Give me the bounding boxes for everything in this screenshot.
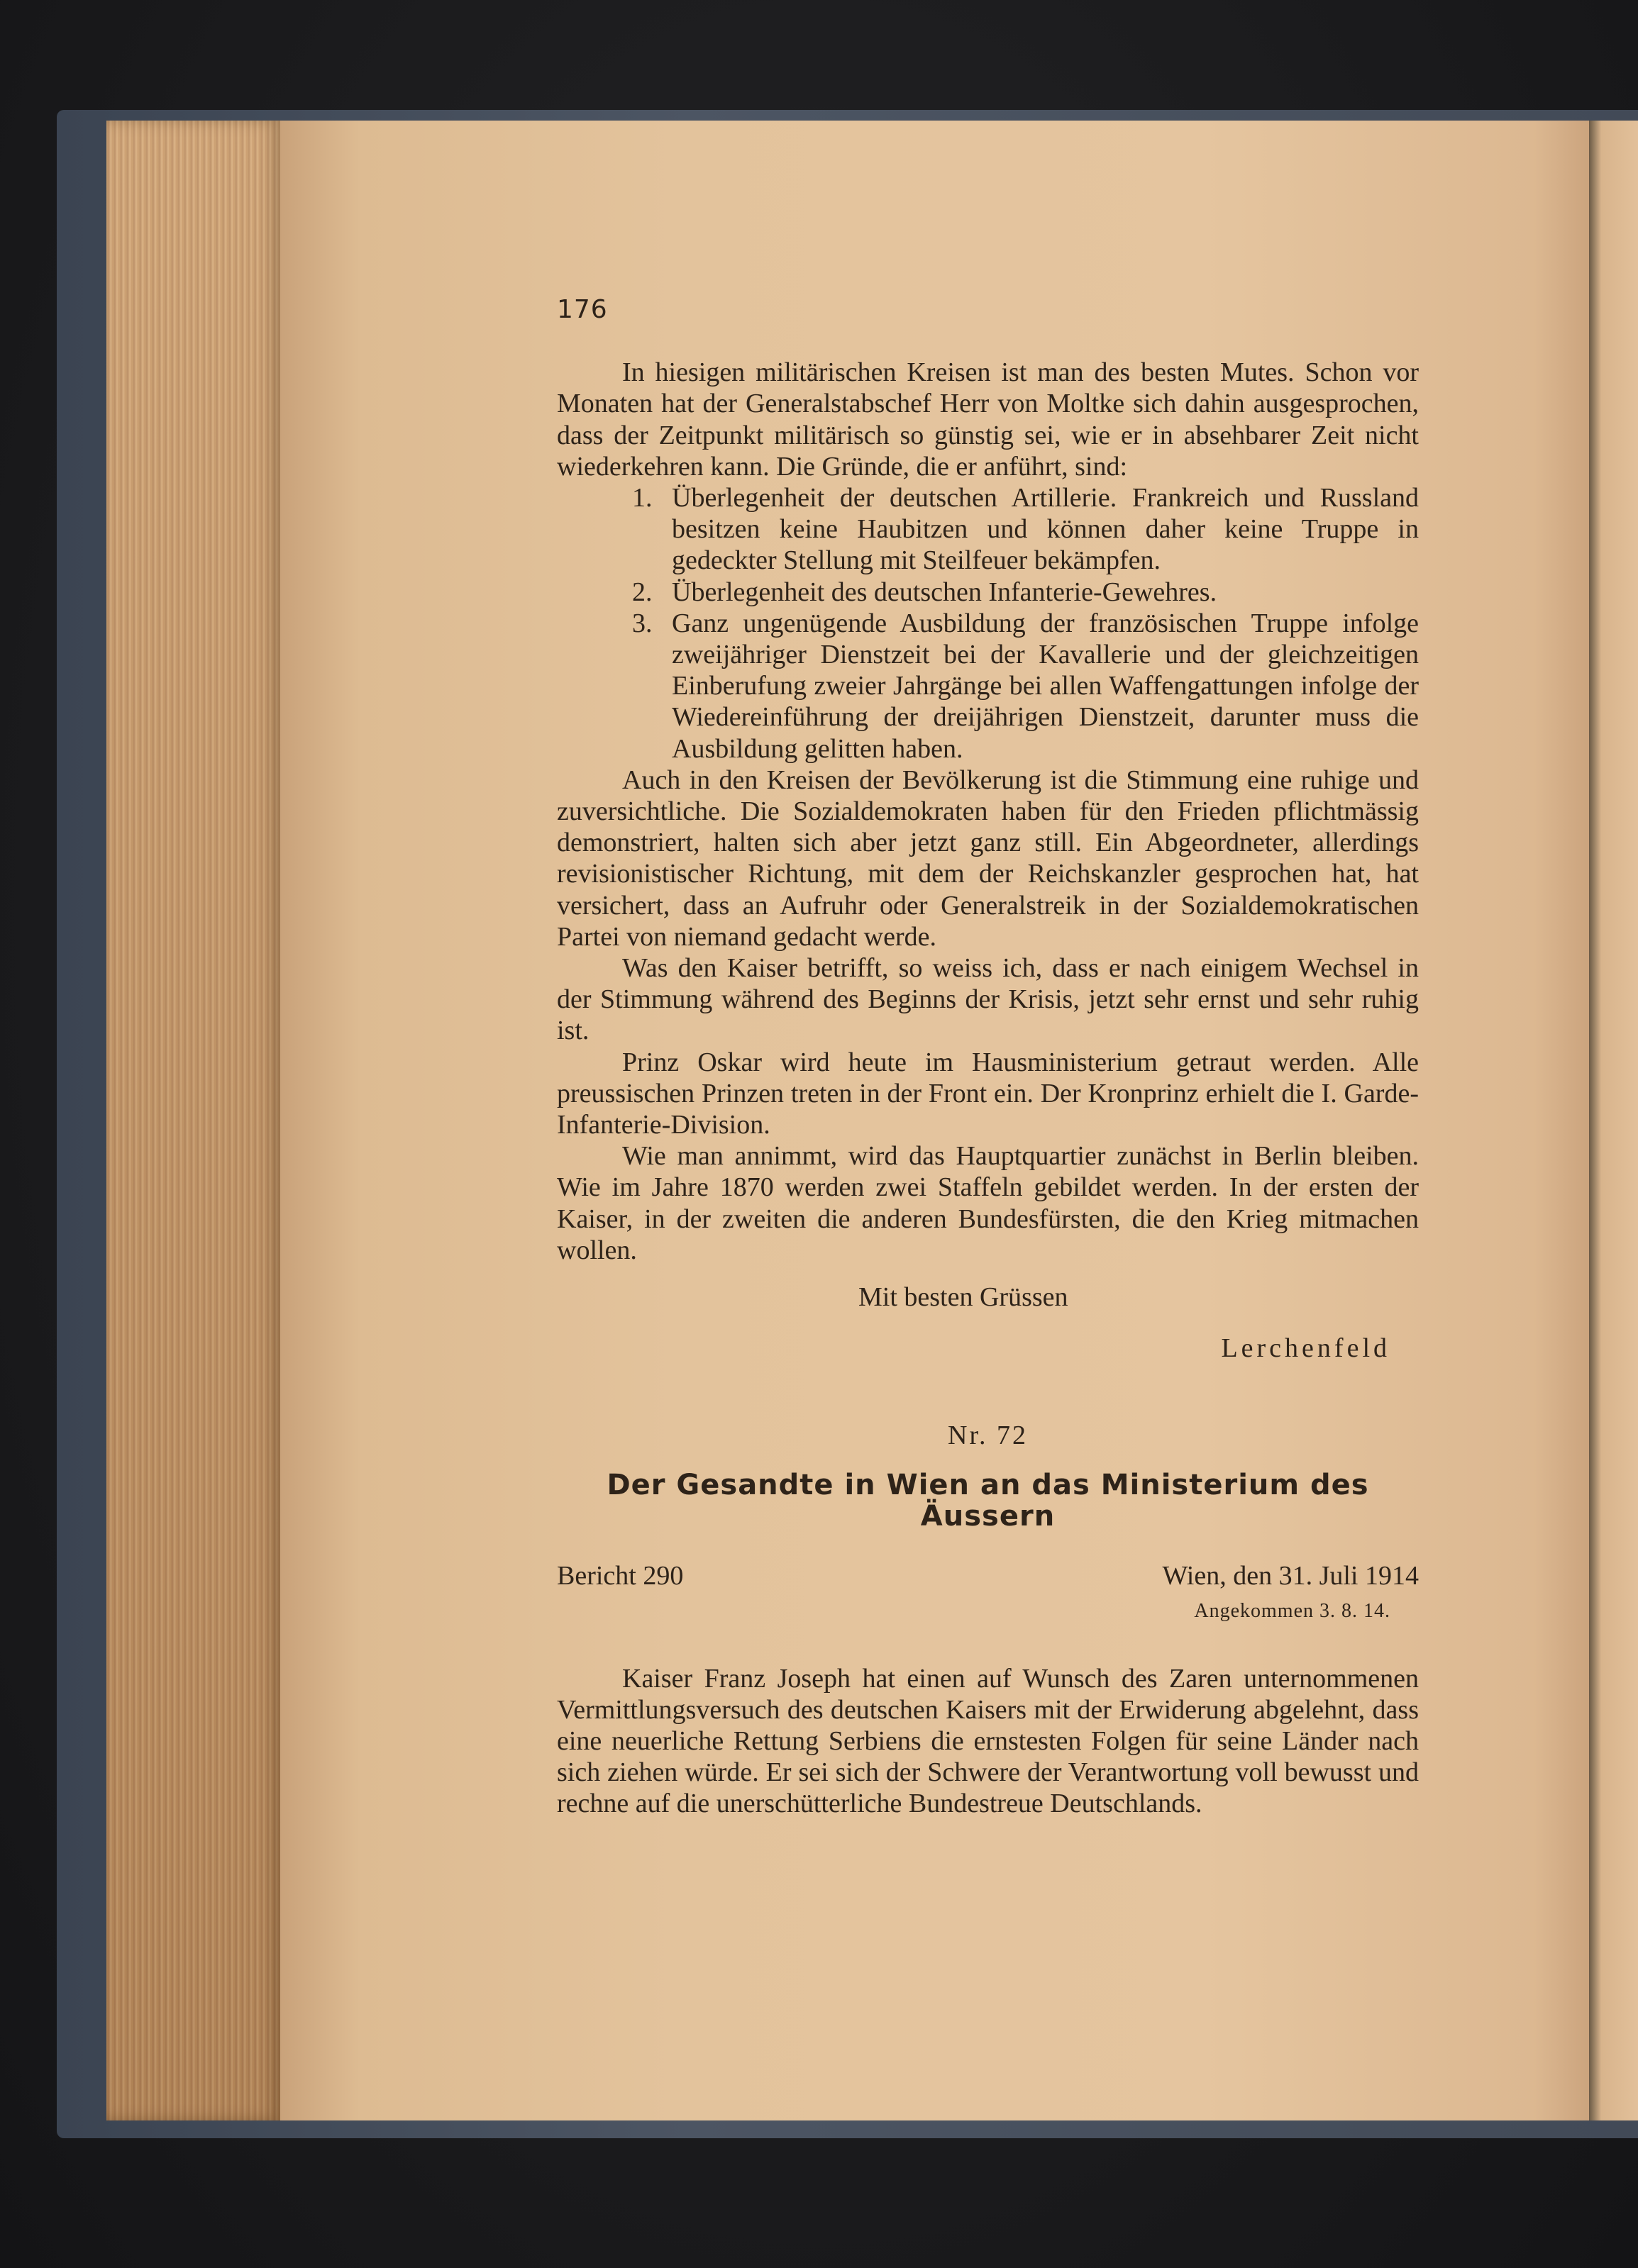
report-number: Bericht 290 [557, 1561, 684, 1591]
page-content [557, 294, 1419, 1820]
paragraph-franz-joseph: Kaiser Franz Joseph hat einen auf Wunsch des Zaren unternommenen Vermittlungsversuch des deutschen Kaisers mit der Erwiderung abgelehnt, dass eine neuerliche Rettung Serbiens die ernstesten Folgen für seine Länder nach sich ziehen würde. Er sei sich der Schwere der Verantwortung voll bewusst und rechne auf die unerschütterliche Bundestreue Deutschlands. [557, 1663, 1419, 1819]
book-page-edges [106, 121, 280, 2120]
paragraph-prinz-oskar: Prinz Oskar wird heute im Hausministerium getraut werden. Alle preussischen Prinzen treten in der Front ein. Der Kronprinz erhielt die I. Garde-Infanterie-Division. [557, 1047, 1419, 1140]
place-date: Wien, den 31. Juli 1914 [1162, 1561, 1419, 1591]
paragraph-moltke: In hiesigen militärischen Kreisen ist man des besten Mutes. Schon vor Monaten hat der Generalstabschef Herr von Moltke sich dahin ausgesprochen, dass der Zeitpunkt militärisch so günstig sei, wie er in absehbarer Zeit nicht wiederkehren kann. Die Gründe, die er anführt, sind: [557, 357, 1419, 482]
paragraph-kaiser: Was den Kaiser betrifft, so weiss ich, dass er nach einigem Wechsel in der Stimmung während des Beginns der Krisis, jetzt sehr ernst und sehr ruhig ist. [557, 953, 1419, 1046]
report-meta [557, 1560, 1419, 1591]
list-item [557, 608, 1419, 765]
list-item-text: Überlegenheit des deutschen Infanterie-Gewehres. [672, 577, 1217, 607]
list-item [557, 577, 1419, 608]
paragraph-headquarters: Wie man annimmt, wird das Hauptquartier zunächst in Berlin bleiben. Wie im Jahre 1870 werden zwei Staffeln gebildet werden. In der ersten der Kaiser, in der zweiten die anderen Bundesfürsten, die den Krieg mitmachen wollen. [557, 1141, 1419, 1265]
received-date: Angekommen 3. 8. 14. [1194, 1600, 1390, 1623]
list-item-number: 1. [632, 483, 653, 513]
signature: Lerchenfeld [1221, 1333, 1390, 1364]
list-item-text: Überlegenheit der deutschen Artillerie. Frankreich und Russland besitzen keine Haubitzen und können daher keine Truppe in gedeckter Stellung mit Steilfeuer bekämpfen. [672, 483, 1419, 576]
list-item-text: Ganz ungenügende Ausbildung der französischen Truppe infolge zweijähriger Dienstzeit bei der Kavallerie und der gleichzeitigen Einberufung zweier Jahrgänge bei allen Waffengattungen infolge der Wiedereinführung der dreijährigen Dienstzeit, darunter muss die Ausbildung gelitten haben. [672, 608, 1419, 764]
list-item-number: 2. [632, 577, 653, 607]
paragraph-population: Auch in den Kreisen der Bevölkerung ist die Stimmung eine ruhige und zuversichtliche. Die Sozialdemokraten haben für den Frieden pflichtmässig demonstriert, halten sich aber jetzt ganz still. Ein Abgeordneter, allerdings revisionistischer Richtung, mit dem der Reichskanzler gesprochen hat, hat versichert, dass an Aufruhr oder Generalstreik in der Sozialdemokratischen Partei von niemand gedacht werde. [557, 765, 1419, 952]
reasons-list [557, 482, 1419, 765]
list-item-number: 3. [632, 608, 653, 638]
closing-salutation: Mit besten Grüssen [858, 1282, 1068, 1313]
document-title: Der Gesandte in Wien an das Ministerium des Äussern [607, 1468, 1369, 1533]
document-number: Nr. 72 [948, 1420, 1028, 1450]
page-number: 176 [557, 295, 608, 324]
list-item [557, 482, 1419, 577]
next-page-edge [1589, 121, 1638, 2120]
